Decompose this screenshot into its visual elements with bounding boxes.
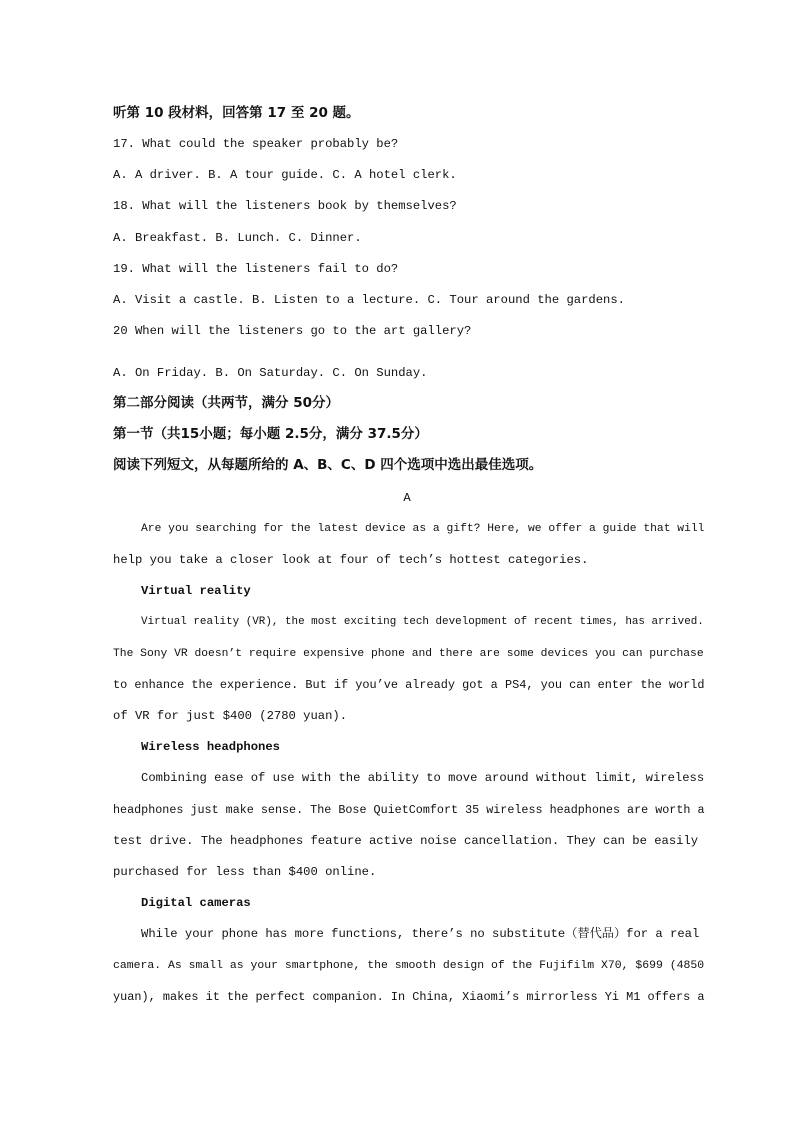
headphones-line-1: Combining ease of use with the ability to move around without limit, wireless — [141, 771, 705, 785]
listening-heading: 听第 10 段材料，回答第 17 至 20 题。 — [113, 105, 360, 121]
section-title-vr: Virtual reality — [141, 584, 251, 598]
passage-label: A — [403, 491, 411, 505]
reading-instruction: 阅读下列短文，从每题所给的 A、B、C、D 四个选项中选出最佳选项。 — [113, 457, 543, 473]
vr-line-2: The Sony VR doesn’t require expensive phone and there are some devices you can purchase — [113, 648, 704, 660]
part2-heading: 第二部分阅读（共两节，满分 50分） — [113, 395, 339, 411]
headphones-line-3: test drive. The headphones feature active noise cancellation. They can be easily — [113, 834, 699, 848]
cameras-line-3: yuan), makes it the perfect companion. In China, Xiaomi’s mirrorless Yi M1 offers a — [113, 990, 705, 1004]
cameras-line-1: While your phone has more functions, there’s no substitute（替代品）for a real — [141, 927, 700, 941]
headphones-line-4: purchased for less than $400 online. — [113, 865, 377, 879]
section-title-cameras: Digital cameras — [141, 896, 251, 910]
section1-heading: 第一节（共15小题；每小题 2.5分，满分 37.5分） — [113, 426, 428, 442]
headphones-line-2: headphones just make sense. The Bose QuietComfort 35 wireless headphones are worth a — [113, 803, 705, 817]
question-20: 20 When will the listeners go to the art gallery? — [113, 324, 472, 338]
vr-line-3: to enhance the experience. But if you’ve already got a PS4, you can enter the world — [113, 678, 705, 692]
question-19: 19. What will the listeners fail to do? — [113, 262, 399, 276]
intro-line-1: Are you searching for the latest device as a gift? Here, we offer a guide that will — [141, 523, 705, 535]
intro-line-2: help you take a closer look at four of tech’s hottest categories. — [113, 553, 589, 567]
options-18: A. Breakfast. B. Lunch. C. Dinner. — [113, 231, 362, 245]
vr-line-4: of VR for just $400 (2780 yuan). — [113, 709, 348, 723]
cameras-line-2: camera. As small as your smartphone, the smooth design of the Fujifilm X70, $699 (4850 — [113, 959, 705, 972]
section-title-headphones: Wireless headphones — [141, 740, 280, 754]
options-19: A. Visit a castle. B. Listen to a lecture. C. Tour around the gardens. — [113, 293, 625, 307]
question-17: 17. What could the speaker probably be? — [113, 137, 399, 151]
options-20: A. On Friday. B. On Saturday. C. On Sunday. — [113, 366, 428, 380]
options-17: A. A driver. B. A tour guide. C. A hotel clerk. — [113, 168, 457, 182]
vr-line-1: Virtual reality (VR), the most exciting tech development of recent times, has arrived. — [141, 616, 704, 628]
question-18: 18. What will the listeners book by themselves? — [113, 199, 457, 213]
